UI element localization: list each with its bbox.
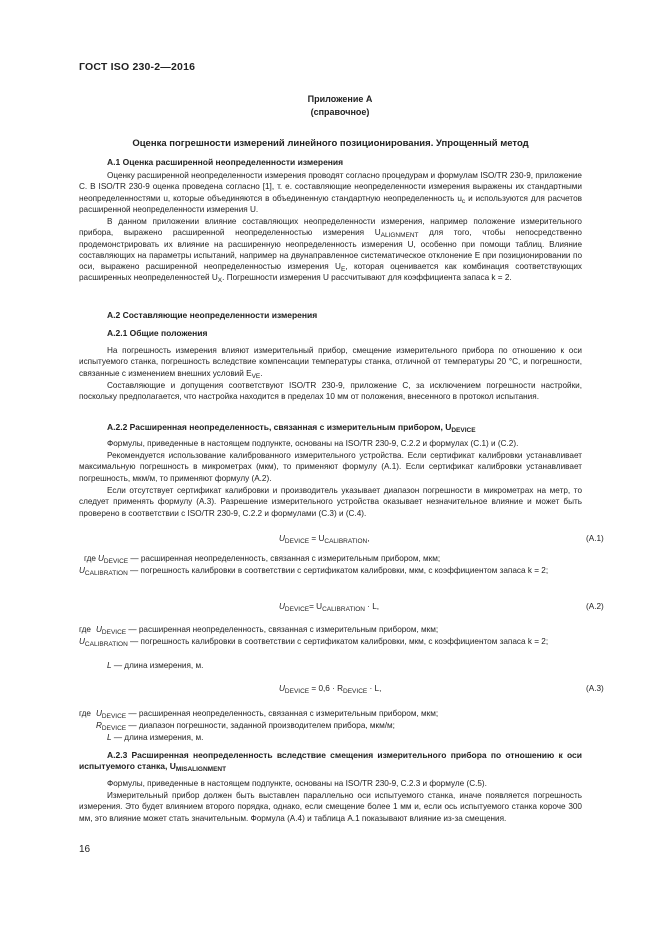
where-item: $U_{CALIBRATION}$ — погрешность калибровки в соответствии с сертификатом калибровки, мкм, с коэффициентом запаса k = 2; [79, 637, 549, 648]
where-item: $U_{DEVICE}$ — расширенная неопределенность, связанная с измерительным прибором, мкм; [96, 625, 439, 636]
where-item: $U_{CALIBRATION}$ — погрешность калибровки в соответствии с сертификатом калибровки, мкм, с коэффициентом запаса k = 2; [79, 566, 549, 577]
page-number: 16 [79, 844, 91, 855]
where-label: где [79, 625, 91, 634]
where-label: где [79, 709, 91, 718]
where-item: L — длина измерения, м. [107, 733, 204, 742]
heading-a23: А.2.3 Расширенная неопределенность вследствие смещения измерительного прибора по отношению к оси испытуемого станка, $U_{MISALIGNMENT}$ [79, 750, 582, 774]
paragraph-a22-3: Если отсутствует сертификат калибровки и производитель указывает диапазон погрешности в микрометрах на метр, то следует применять формулу (А.3). Разрешение измерительного устройства оказывает незначительное влияние и может быть проверено в соответствии с ISO/TR 230-9, C.2.2 и формулами (C.3) и (C.4). [79, 486, 582, 518]
paragraph-a22-2: Рекомендуется использование калиброванного измерительного устройства. Если сертификат калибровки устанавливает максимальную погрешность в микрометрах (мкм), то применяют формулу (А.1). Если сертификат калибровки устанавливает погрешность, мкм/м, то применяют формулу (А.2). [79, 451, 582, 483]
paragraph-a1-1: Оценку расширенной неопределенности измерения проводят согласно процедурам и формулам ISO/TR 230-9, приложение C. В ISO/TR 230-9 оценка проведена согласно [1], т. е. составляющие неопределенности измерения выражены их стандартными неопределенностями u, которые объединяются в объединенную стандартную неопределенность $u_c$ и используются для расчетов расширенной неопределенности измерения U. [79, 171, 582, 214]
formula-a3: $U_{DEVICE} = 0,6 \cdot R_{DEVICE} \cdot L$, [279, 684, 382, 695]
paragraph-a23-2: Измерительный прибор должен быть выставлен параллельно оси испытуемого станка, иначе появляется погрешность измерения. Это будет влиянием второго порядка, однако, если смещение более 1 мм и, если ось испытуемого станка короче 300 мм, это влияние может стать значительным. Формула (А.4) и таблица А.1 показывают влияние из-за смещения. [79, 791, 582, 823]
heading-a21: А.2.1 Общие положения [107, 328, 208, 338]
heading-a2: А.2 Составляющие неопределенности измерения [107, 310, 318, 320]
paragraph-a1-2: В данном приложении влияние составляющих неопределенности измерения, например положение измерительного прибора, выражено расширенной неопределенностью измерения $U_{ALIGNMENT}$ для того, чтобы непосредственно продемонстрировать их влияние на расширенную неопределенность измерения U, особенно при помощи таблиц. Влияние составляющих на параметры испытаний, например на двунаправленное систематическое отклонение E при позиционировании по оси, выражено расширенной неопределенностью измерения $U_E$, которая оценивается как комбинация соответствующих расширенных неопределенностей $U_X$. Погрешности измерения U рассчитывают для коэффициента запаса k = 2. [79, 217, 582, 285]
heading-a22: А.2.2 Расширенная неопределенность, связанная с измерительным прибором, $U_{DEVICE}$ [107, 422, 476, 434]
section-title: Оценка погрешности измерений линейного позиционирования. Упрощенный метод [132, 138, 529, 149]
paragraph-a21-2: Составляющие и допущения соответствуют ISO/TR 230-9, приложение C, за исключением погрешности настройки, поскольку предполагается, что настройка находится в пределах 10 мм от положения, внесенного в протокол испытания. [79, 381, 582, 402]
where-item: $U_{DEVICE}$ — расширенная неопределенность, связанная с измерительным прибором, мкм; [96, 709, 439, 720]
paragraph-a22-1: Формулы, приведенные в настоящем подпункте, основаны на ISO/TR 230-9, C.2.2 и формулах (C.1) и (C.2). [107, 439, 519, 448]
paragraph-a23-1: Формулы, приведенные в настоящем подпункте, основаны на ISO/TR 230-9, C.2.3 и формуле (C.5). [107, 779, 487, 788]
formula-a2-number: (А.2) [586, 602, 604, 611]
heading-a1: А.1 Оценка расширенной неопределенности измерения [107, 157, 344, 167]
where-label: где [84, 554, 96, 563]
formula-a2: $U_{DEVICE}= U_{CALIBRATION} \cdot L$, [279, 602, 380, 613]
paragraph-a21-1: На погрешность измерения влияют измерительный прибор, смещение измерительного прибора по отношению к оси испытуемого станка, погрешность вследствие компенсации температуры станка, отличной от температуры 20 °C, и погрешности, связанные с изменением внешних условий $E_{VE}$. [79, 346, 582, 380]
annex-label [300, 93, 380, 119]
where-item: $U_{DEVICE}$ — расширенная неопределенность, связанная с измерительным прибором, мкм; [98, 554, 441, 565]
document-header: ГОСТ ISO 230-2—2016 [79, 61, 196, 73]
annex-type: (справочное) [310, 107, 370, 117]
formula-a1: $U_{DEVICE} = U_{CALIBRATION}$, [279, 534, 370, 545]
formula-a3-number: (А.3) [586, 684, 604, 693]
where-item: $R_{DEVICE}$ — диапазон погрешности, заданной производителем прибора, мкм/м; [96, 721, 395, 732]
where-item: L — длина измерения, м. [107, 661, 204, 670]
annex-title: Приложение А [307, 94, 373, 104]
formula-a1-number: (А.1) [586, 534, 604, 543]
